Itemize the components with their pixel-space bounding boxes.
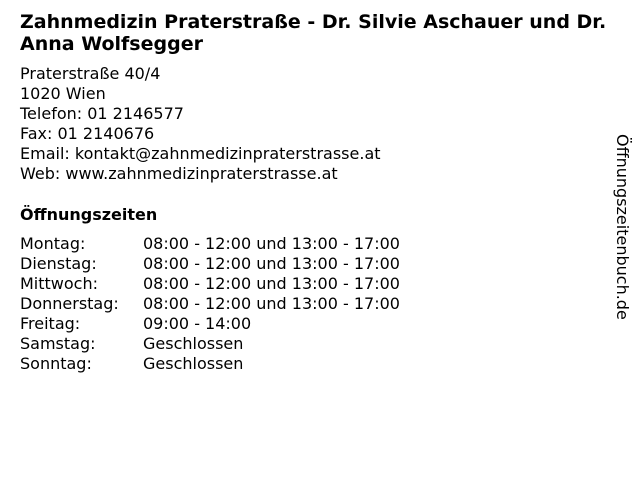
contact-block: [20, 64, 381, 184]
hours-time: 08:00 - 12:00 und 13:00 - 17:00: [143, 234, 400, 253]
hours-time: 08:00 - 12:00 und 13:00 - 17:00: [143, 254, 400, 273]
hours-day: Dienstag:: [20, 254, 97, 273]
city-postal: 1020 Wien: [20, 84, 106, 103]
practice-title: Zahnmedizin Praterstraße - Dr. Silvie Aschauer und Dr. Anna Wolfsegger: [20, 11, 607, 55]
hours-row-wednesday: [20, 274, 400, 294]
phone-number: Telefon: 01 2146577: [20, 104, 184, 123]
brand-watermark: Öffnungszeitenbuch.de: [613, 134, 632, 320]
hours-row-tuesday: [20, 254, 400, 274]
fax-number: Fax: 01 2140676: [20, 124, 155, 143]
hours-row-sunday: [20, 354, 400, 374]
hours-time: 08:00 - 12:00 und 13:00 - 17:00: [143, 294, 400, 313]
hours-row-friday: [20, 314, 400, 334]
opening-hours-heading: Öffnungszeiten: [20, 205, 158, 224]
hours-day: Montag:: [20, 234, 86, 253]
street-address: Praterstraße 40/4: [20, 64, 161, 83]
hours-day: Samstag:: [20, 334, 96, 353]
email-address: Email: kontakt@zahnmedizinpraterstrasse.at: [20, 144, 381, 163]
hours-row-thursday: [20, 294, 400, 314]
hours-day: Sonntag:: [20, 354, 92, 373]
opening-hours-table: [20, 234, 400, 374]
hours-row-monday: [20, 234, 400, 254]
hours-day: Mittwoch:: [20, 274, 98, 293]
hours-time: 09:00 - 14:00: [143, 314, 252, 333]
website-address: Web: www.zahnmedizinpraterstrasse.at: [20, 164, 338, 183]
hours-day: Freitag:: [20, 314, 81, 333]
hours-day: Donnerstag:: [20, 294, 119, 313]
hours-time: Geschlossen: [143, 354, 244, 373]
hours-row-saturday: [20, 334, 400, 354]
hours-time: Geschlossen: [143, 334, 244, 353]
hours-time: 08:00 - 12:00 und 13:00 - 17:00: [143, 274, 400, 293]
